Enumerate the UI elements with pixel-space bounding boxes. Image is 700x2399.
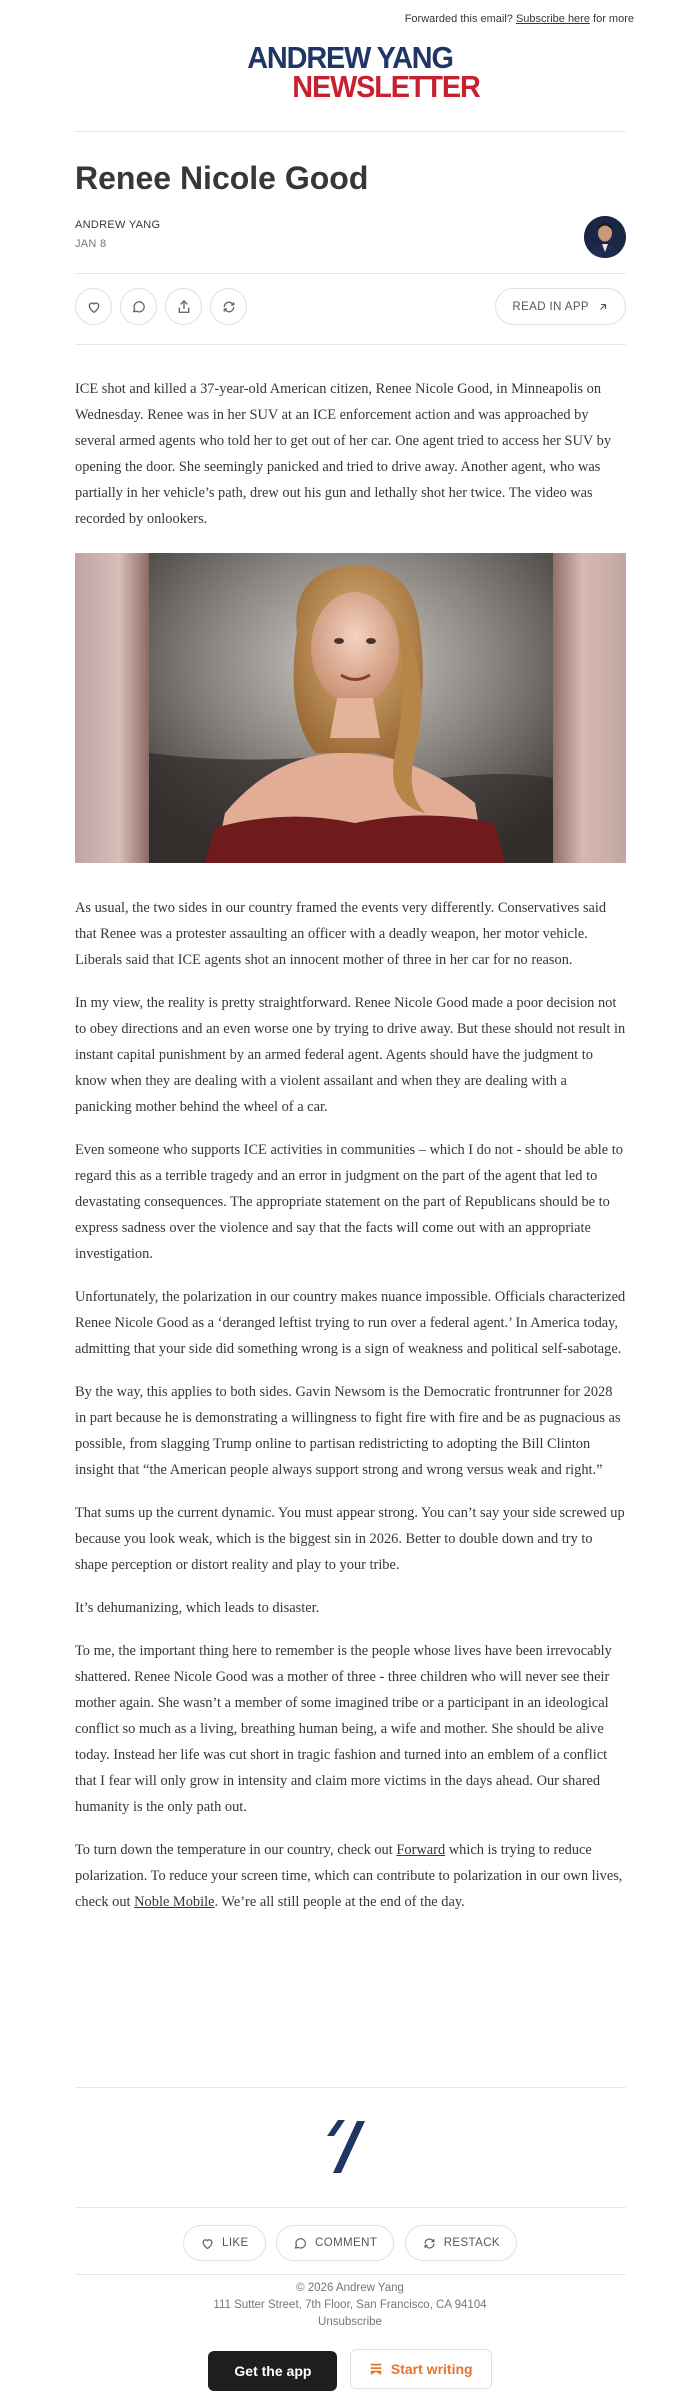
- substack-logo[interactable]: [0, 2116, 700, 2181]
- forwarded-line: [405, 13, 634, 25]
- post-body: [75, 376, 626, 1932]
- paragraph: Unfortunately, the polarization in our country makes nuance impossible. Officials characterized Renee Nicole Good as a ‘deranged leftist trying to run over a federal agent.’ In America today, admitting that your side did something wrong is a sign of weakness and political self-sabotage.: [75, 1289, 626, 1357]
- post-title[interactable]: Renee Nicole Good: [75, 160, 369, 196]
- arrow-up-right-icon: [597, 301, 609, 313]
- footer-actions: [0, 2225, 700, 2261]
- paragraph: [75, 1837, 626, 1915]
- heart-icon: [200, 2236, 215, 2251]
- divider: [75, 273, 626, 274]
- divider: [75, 2274, 626, 2275]
- comment-button[interactable]: [120, 288, 157, 325]
- footer-restack-button[interactable]: [405, 2225, 517, 2261]
- read-in-app-label: READ IN APP: [512, 300, 589, 313]
- unsubscribe-link[interactable]: Unsubscribe: [318, 2316, 382, 2328]
- masthead-line-1: ANDREW YANG: [247, 40, 453, 75]
- footer-info: [0, 2280, 700, 2331]
- forwarded-text: Forwarded this email?: [404, 13, 513, 25]
- divider: [75, 2207, 626, 2208]
- paragraph-text: . We’re all still people at the end of the day.: [214, 1894, 465, 1910]
- restack-button[interactable]: [210, 288, 247, 325]
- divider: [75, 2087, 626, 2088]
- comment-label: COMMENT: [315, 2237, 378, 2249]
- newsletter-logo[interactable]: [0, 40, 700, 104]
- like-button[interactable]: [75, 288, 112, 325]
- noble-mobile-link[interactable]: Noble Mobile: [134, 1894, 215, 1910]
- restack-icon: [221, 299, 237, 315]
- restack-icon: [422, 2236, 437, 2251]
- paragraph: ICE shot and killed a 37-year-old American citizen, Renee Nicole Good, in Minneapolis on Wednesday. Renee was in her SUV at an ICE enforcement action and was approached by several armed agents who told her to get out of her car. One agent tried to access her SUV by opening the door. She seemingly panicked and tried to drive away. Another agent, who was partially in her vehicle’s path, drew out his gun and lethally shot her twice. The video was recorded by onlookers.: [75, 381, 612, 527]
- paragraph-text: which is trying to reduce polarization. To reduce your screen time, which can contribute to polarization in our own lives, check out: [75, 1842, 623, 1910]
- paragraph: As usual, the two sides in our country framed the events very differently. Conservatives said that Renee was a protester assaulting an officer with a deadly weapon, her motor vehicle. Liberals said that ICE agents shot an innocent mother of three in her car for no reason.: [75, 900, 607, 968]
- author-avatar[interactable]: [584, 216, 626, 258]
- forward-link[interactable]: Forward: [396, 1842, 446, 1858]
- get-app-button[interactable]: Get the app: [208, 2351, 337, 2391]
- restack-label: RESTACK: [443, 2237, 500, 2249]
- forwarded-suffix: for more: [593, 13, 634, 25]
- post-photo[interactable]: [75, 553, 626, 863]
- substack-icon: [323, 2116, 377, 2176]
- paragraph: It’s dehumanizing, which leads to disaster.: [75, 1600, 320, 1616]
- paragraph: That sums up the current dynamic. You must appear strong. You can’t say your side screwed up because you look weak, which is the biggest sin in 2026. Better to double down and try to shape perception or distort reality and play to your tribe.: [75, 1505, 625, 1573]
- masthead-line-2: NEWSLETTER: [292, 69, 480, 104]
- post-actions-bar: [75, 288, 626, 328]
- post-date: JAN 8: [75, 238, 107, 250]
- comment-icon: [131, 299, 147, 315]
- paragraph-text: To turn down the temperature in our country, check out: [75, 1842, 393, 1858]
- copyright: © 2026 Andrew Yang: [296, 2282, 404, 2294]
- footer-cta: [0, 2349, 700, 2391]
- share-icon: [176, 299, 192, 315]
- comment-icon: [293, 2236, 308, 2251]
- share-button[interactable]: [165, 288, 202, 325]
- divider: [75, 131, 626, 132]
- divider: [75, 344, 626, 345]
- like-label: LIKE: [222, 2237, 249, 2249]
- heart-icon: [86, 299, 102, 315]
- post-author[interactable]: ANDREW YANG: [75, 219, 161, 231]
- paragraph: By the way, this applies to both sides. Gavin Newsom is the Democratic frontrunner for 2028 in part because he is demonstrating a willingness to fight fire with fire and be as pugnacious as possible, from slagging Trump online to partisan redistricting to adopting the Bill Clinton insight that “the American people always support strong and wrong versus weak and right.”: [75, 1384, 621, 1478]
- start-writing-label: Start writing: [390, 2361, 473, 2377]
- footer-like-button[interactable]: [183, 2225, 266, 2261]
- start-writing-button[interactable]: [350, 2349, 492, 2389]
- subscribe-link[interactable]: Subscribe here: [515, 13, 590, 25]
- paragraph: Even someone who supports ICE activities in communities – which I do not - should be able to regard this as a terrible tragedy and an error in judgment on the part of the agent that led to devastating consequences. The appropriate statement on the part of Republicans should be to express sadness over the violence and say that the facts will come out with an appropriate investigation.: [75, 1142, 623, 1262]
- paragraph: In my view, the reality is pretty straightforward. Renee Nicole Good made a poor decision not to obey directions and an even worse one by trying to drive away. But these should not result in instant capital punishment by an armed federal agent. Agents should have the judgment to know when they are dealing with a violent assailant and when they are dealing with a panicking mother behind the wheel of a car.: [75, 995, 626, 1115]
- address: 111 Sutter Street, 7th Floor, San Francisco, CA 94104: [213, 2299, 487, 2311]
- paragraph: To me, the important thing here to remember is the people whose lives have been irrevocably shattered. Renee Nicole Good was a mother of three - three children who will never see their mother again. She wasn’t a member of some imagined tribe or a participant in an ideological conflict so much as a living, breathing human being, a wife and mother. She should be alive today. Instead her life was cut short in tragic fashion and turned into an emblem of a conflict that I fear will only grow in intensity and claim more victims in the days ahead. Our shared humanity is the only path out.: [75, 1643, 612, 1815]
- substack-icon: [369, 2362, 383, 2376]
- footer-comment-button[interactable]: [276, 2225, 394, 2261]
- read-in-app-button[interactable]: [495, 288, 626, 325]
